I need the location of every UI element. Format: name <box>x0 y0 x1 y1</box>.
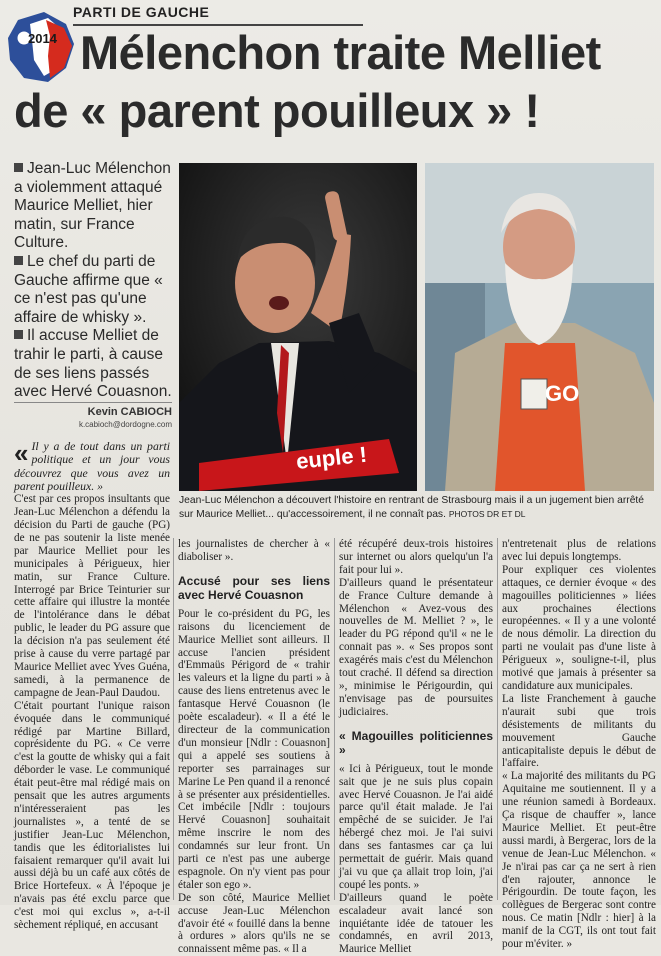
headline-line-2: de « parent pouilleux » ! <box>14 84 540 137</box>
paragraph: D'ailleurs quand le présentateur de France Culture demande à Mélenchon « Avez-vous des nouvelles de M. Melliet ? », le leader du PG répond qu'il « ne le connait pas ». « Ses propos sont exagérés mais c'est du Mélenchon tout craché. Il défend sa direction », minimise le Périgourdin, qui n'envisage pas de poursuites judiciaires. <box>339 576 493 718</box>
paragraph: C'était pourtant l'unique raison évoquée dans le communiqué rédigé par Martine Billard, coprésidente du PG. « Ce verre c'est la goutte de whisky qui a fait déborder le vase. Le communiqué était peut-être mal rédigé mais on pensait que les autres arguments n'intéresseraient pas les journalistes », a tenté de se justifier Jean-Luc Mélenchon, tandis que les éditorialistes lui faisaient remarquer qu'il avait lui aussi déjà bu un café aux côtés de Brice Hortefeux. « À l'époque je n'avais pas été exclu parce que c'est moi qui exclus », a-t-il sèchement répliqué, en accusant <box>14 699 170 932</box>
paragraph: les journalistes de chercher à « diaboliser ». <box>178 538 330 563</box>
column-divider <box>497 538 498 900</box>
opening-quote-mark: « <box>14 438 29 468</box>
article-column-2 <box>178 538 330 956</box>
paragraph: « Ici à Périgueux, tout le monde sait que je ne suis plus copain avec Hervé Couasnon. Je l'ai aidé parce qu'il était malade. Je l'ai empêché de se suicider. Je l'ai hébergé chez moi. Je l'ai suivi dans ses fantasmes car ça lui permettait de guérir. Mais quand j'ai vu que ça allait trop loin, j'ai coupé les ponts. » <box>339 762 493 891</box>
municipales-2014-logo <box>4 10 76 84</box>
photo-melenchon-illustration <box>179 163 417 491</box>
bullet-square-icon <box>14 163 23 172</box>
photo-melliet-illustration <box>425 163 654 491</box>
paragraph: D'ailleurs quand le poète escaladeur avait lancé son inquiétante idée de tatouer les condamnés, en avril 2013, Maurice Melliet <box>339 891 493 956</box>
article-column-4 <box>502 538 656 951</box>
article-column-3 <box>339 538 493 956</box>
byline-author: Kevin CABIOCH <box>87 406 172 418</box>
column-divider <box>334 538 335 900</box>
paragraph: n'entretenait plus de relations avec lui depuis longtemps. <box>502 538 656 563</box>
paragraph: Pour expliquer ces violentes attaques, ce dernier évoque « des magouilles politiciennes » liées aux prochaines élections européennes. « Il y a une volonté de nous démolir. La direction du parti ne voulait pas d'une liste à Périgueux », souligne-t-il, plus motivé que jamais à présenter sa candidature aux municipales. <box>502 563 656 692</box>
byline-email: k.cabioch@dordogne.com <box>78 420 172 429</box>
rubric-label: PARTI DE GAUCHE <box>73 4 210 20</box>
paragraph: C'est par ces propos insultants que Jean-Luc Mélenchon a défendu la décision du Parti de gauche (PG) de ne pas soutenir la liste menée par Maurice Melliet pour les municipales à Périgueux, hier matin, sur France Culture. Interrogé par Brice Teinturier sur cette affaire qui illustre la montée de l'intolérance dans le débat public, le leader du PG assure que la décision n'a pas seulement été prise à cause du verre partagé par Maurice Melliet avec Yves Guéna, samedi, à la permanence de campagne de Jean-Paul Daudou. <box>14 493 170 699</box>
intro-quote: Il y a de tout dans un parti politique et un jour vous découvrez que vous avez un parent pouilleux. » <box>14 439 170 493</box>
bullet-square-icon <box>14 256 23 265</box>
subheading: « Magouilles politiciennes » <box>339 728 493 757</box>
photo-caption <box>179 495 657 521</box>
column-divider <box>173 538 174 900</box>
caption-text: Jean-Luc Mélenchon a découvert l'histoire en rentrant de Strasbourg mais il a un jugement bien arrêté sur Maurice Melliet... qu'accessoirement, il ne connaît pas. <box>179 495 645 520</box>
bullet-square-icon <box>14 330 23 339</box>
photo-melliet <box>425 163 654 491</box>
paragraph: Pour le co-président du PG, les raisons du licenciement de Maurice Melliet sont ailleurs. Il accuse l'ancien président d'Emmaüs Périgord de « trahir les valeurs et la ligne du parti » à cause des liens entretenus avec le fantasque Hervé Couasnon (le poète escaladeur). « Il a été le directeur de la communication d'un monsieur [Ndlr : Couasnon] qui a appelé ses soutiens à reporter ses parrainages sur Marine Le Pen quand il a renoncé à se présenter aux présidentielles. Cet imbécile [Ndlr : toujours Hervé Couasnon] souhaitait même inscrire le nom des condamnés sur leur front. Un parti ce n'est pas une auberge espagnole. On n'y vient pas pour étaler son ego ». <box>178 607 330 891</box>
paragraph: été récupéré deux-trois histoires sur internet ou alors quelqu'un l'a fait pour lui ». <box>339 538 493 576</box>
paragraph: De son côté, Maurice Melliet accuse Jean-Luc Mélenchon d'avoir été « fouillé dans la benne à ordures » alors qu'ils ne se connaissent même pas. « Il a <box>178 891 330 956</box>
headline-line-1: Mélenchon traite Melliet <box>80 26 601 79</box>
paragraph: La liste Franchement à gauche n'aurait subi que trois désistements de militants du mouvement Gauche anticapitaliste depuis le début de l'affaire. <box>502 692 656 770</box>
lead-item: Jean-Luc Mélenchon a violemment attaqué Maurice Melliet, hier matin, sur France Culture. <box>14 160 171 252</box>
lead-summary <box>14 160 174 402</box>
photo-badge-text: GO <box>545 381 580 406</box>
paragraph: « La majorité des militants du PG Aquitaine me soutiennent. Il y a une réunion samedi à Bordeaux. Ça risque de chauffer », lance Maurice Melliet. Et peut-être aussi mardi, à Bergerac, lors de la venue de Jean-Luc Mélenchon. « Je n'irai pas car ça ne sert à rien d'en rajouter, annonce le Périgourdin. De toute façon, les collègues de Bergerac sont contre nous. Ce matin [Ndlr : hier] à la manif de la CGT, ils ont tout fait pour m'éviter. » <box>502 770 656 951</box>
logo-year: 2014 <box>28 31 57 46</box>
lead-item: Le chef du parti de Gauche affirme que « ce n'est pas qu'une affaire de whisky ». <box>14 252 163 326</box>
subheading: Accusé pour ses liens avec Hervé Couasnon <box>178 573 330 602</box>
lead-item: Il accuse Melliet de trahir le parti, à cause de ses liens passés avec Hervé Couasnon. <box>14 327 172 401</box>
article-column-1 <box>14 440 170 932</box>
photo-melenchon <box>179 163 417 491</box>
section-rubric <box>73 4 363 26</box>
photo-banner-text: euple ! <box>294 441 369 474</box>
photo-credit: PHOTOS DR ET DL <box>448 508 526 519</box>
byline-divider <box>14 402 172 403</box>
